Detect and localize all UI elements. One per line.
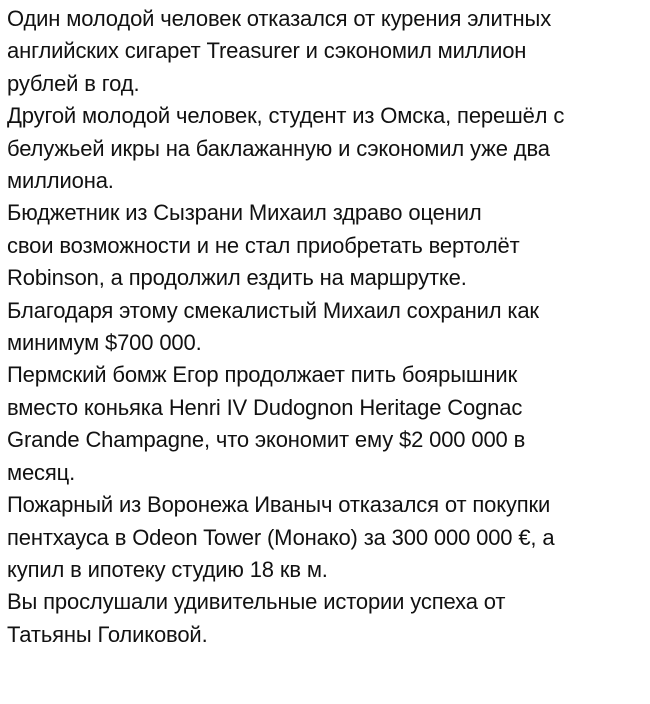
text-line: Татьяны Голиковой. — [7, 621, 208, 647]
text-line: Robinson, а продолжил ездить на маршрутке. — [7, 265, 467, 291]
text-line: Один молодой человек отказался от курения элитных — [7, 6, 552, 31]
text-line: Благодаря этому смекалистый Михаил сохранил как — [7, 297, 539, 323]
text-line: Бюджетник из Сызрани Михаил здраво оценил — [7, 200, 482, 226]
text-line: Пермский бомж Егор продолжает пить боярышник — [7, 362, 518, 388]
text-line: Grande Champagne, что экономит ему $2 000 000 в — [7, 427, 526, 453]
text-line: миллиона. — [7, 168, 114, 194]
paragraph-omsk-student — [7, 100, 644, 197]
text-line: пентхауса в Odeon Tower (Монако) за 300 000 000 €, а — [7, 524, 555, 550]
text-line: купил в ипотеку студию 18 кв м. — [7, 556, 328, 582]
text-line: минимум $700 000. — [7, 330, 202, 356]
paragraph-voronezh-penthouse — [7, 489, 644, 586]
text-line: вместо коньяка Henri IV Dudognon Heritage Cognac — [7, 394, 523, 420]
text-line: свои возможности и не стал приобретать вертолёт — [7, 232, 520, 258]
text-line: месяц. — [7, 459, 76, 485]
text-line: Вы прослушали удивительные истории успеха от — [7, 589, 506, 615]
paragraph-closing-remark — [7, 586, 644, 651]
text-line: рублей в год. — [7, 70, 140, 96]
paragraph-perm-cognac — [7, 359, 644, 489]
text-line: белужьей икры на баклажанную и сэкономил уже два — [7, 135, 550, 161]
text-line: Другой молодой человек, студент из Омска, перешёл с — [7, 103, 565, 129]
text-line: английских сигарет Treasurer и сэкономил миллион — [7, 38, 527, 64]
paragraph-syzran-helicopter — [7, 197, 644, 294]
paragraph-mikhail-savings — [7, 295, 644, 360]
text-line: Пожарный из Воронежа Иваныч отказался от покупки — [7, 492, 551, 518]
paragraph-treasurer-cigarettes — [7, 3, 644, 100]
